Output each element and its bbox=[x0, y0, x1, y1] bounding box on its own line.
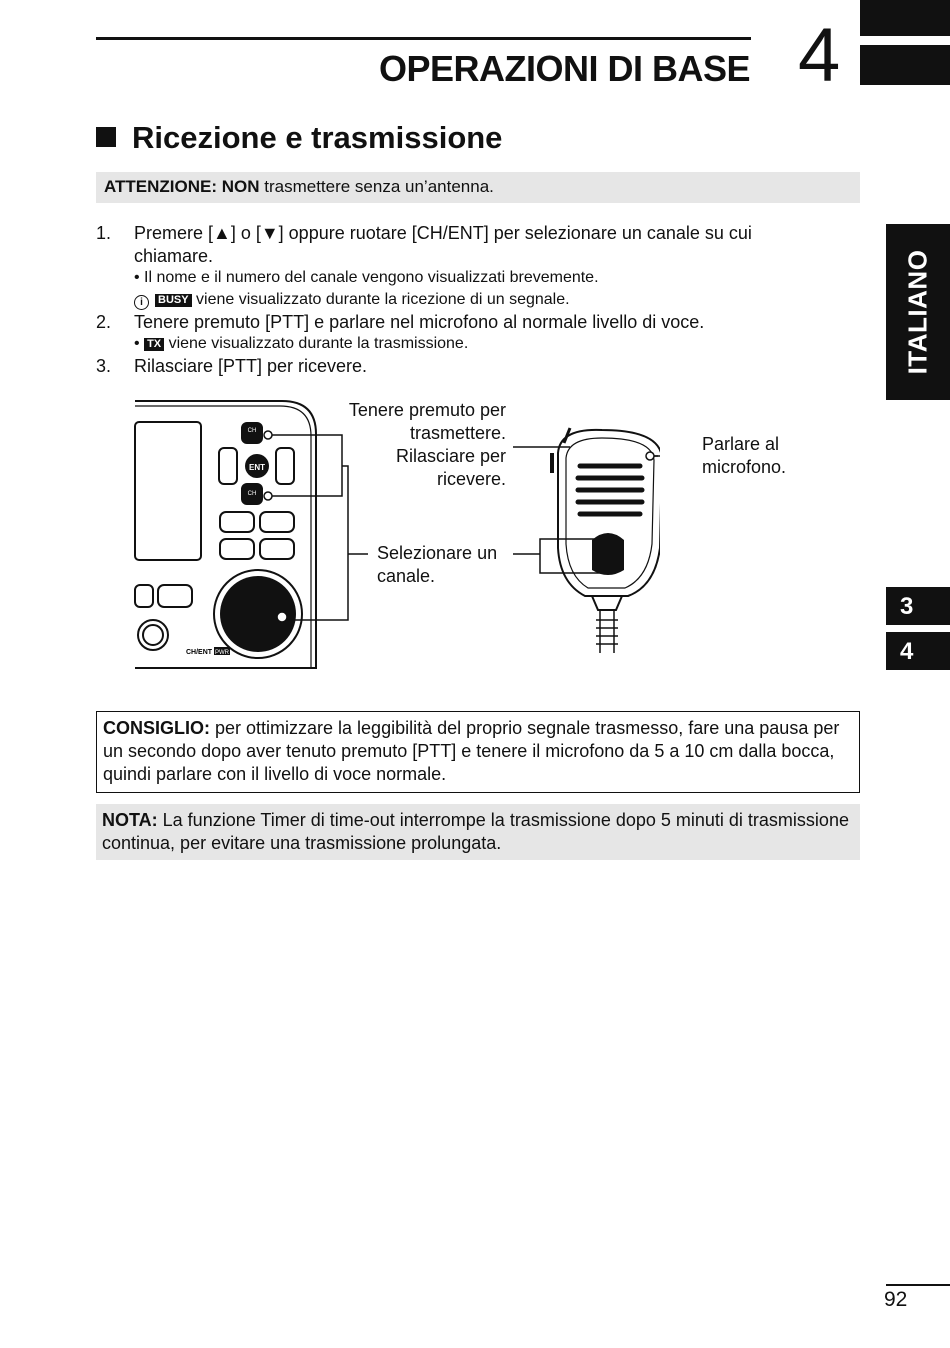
square-bullet-icon bbox=[96, 127, 116, 147]
page-number: 92 bbox=[884, 1288, 908, 1311]
mic-pointer bbox=[646, 452, 654, 460]
chapter-number: 4 bbox=[798, 13, 841, 98]
note-box bbox=[96, 804, 860, 860]
caution-band bbox=[96, 172, 860, 203]
step-1-info bbox=[134, 289, 570, 311]
ch-up-label: CH bbox=[247, 428, 257, 434]
chapter-tab-4[interactable] bbox=[886, 632, 950, 670]
busy-tag: BUSY bbox=[155, 294, 192, 307]
microphone-grille bbox=[578, 466, 642, 514]
label-hold-ptt: Tenere premuto per trasmettere. Rilasciare per ricevere. bbox=[348, 400, 506, 489]
header-bar-top bbox=[860, 0, 950, 36]
bullet: • bbox=[134, 335, 140, 352]
ch-down-label: CH bbox=[247, 491, 257, 497]
header-rule bbox=[96, 37, 751, 40]
language-tab bbox=[886, 224, 950, 400]
footer-rule bbox=[886, 1284, 950, 1286]
pwr-tag: PWR bbox=[215, 650, 229, 656]
down-button-pointer bbox=[264, 492, 272, 500]
chapter-tab-4-label: 4 bbox=[900, 638, 914, 665]
ent-button-label: ENT bbox=[249, 463, 265, 472]
caution-body: trasmettere senza un’antenna. bbox=[259, 177, 494, 196]
knob-indicator bbox=[277, 612, 287, 622]
label-select-channel: Selezionare un canale. bbox=[377, 543, 498, 586]
step-1-bullet: • Il nome e il numero del canale vengono visualizzati brevemente. bbox=[134, 269, 599, 286]
tip-label: CONSIGLIO: bbox=[103, 718, 210, 738]
up-button-pointer bbox=[264, 431, 272, 439]
step-2-text: Tenere premuto [PTT] e parlare nel microfono al normale livello di voce. bbox=[134, 312, 705, 332]
step-2-bullet bbox=[134, 333, 468, 355]
step-1-text: Premere [▲] o [▼] oppure ruotare [CH/ENT] per selezionare un canale su cui chiamare. bbox=[134, 223, 752, 266]
note-label: NOTA: bbox=[102, 810, 158, 830]
mic-channel-keys bbox=[592, 533, 624, 575]
knob-label: CH/ENT bbox=[186, 649, 213, 656]
note-text: La funzione Timer di time-out interrompe la trasmissione dopo 5 minuti di trasmissione continua, per evitare una trasmissione prolungata. bbox=[102, 810, 849, 853]
language-tab-label: ITALIANO bbox=[902, 249, 933, 375]
section-heading bbox=[96, 120, 502, 156]
tip-text: per ottimizzare la leggibilità del proprio segnale trasmesso, fare una pausa per un secondo dopo aver tenuto premuto [PTT] e tenere il microfono da 5 a 10 cm dalla bocca, quindi parlare con il livello di voce normale. bbox=[103, 718, 840, 784]
step-3-text: Rilasciare [PTT] per ricevere. bbox=[134, 356, 368, 376]
step-1-number: 1. bbox=[96, 223, 112, 243]
caution-text bbox=[104, 177, 494, 197]
chapter-tab-3-label: 3 bbox=[900, 593, 914, 620]
step-2-bullet-text: viene visualizzato durante la trasmissione. bbox=[164, 335, 469, 352]
chapter-tab-3[interactable] bbox=[886, 587, 950, 625]
caution-label: ATTENZIONE: NON bbox=[104, 177, 260, 196]
label-speak: Parlare al microfono. bbox=[702, 434, 787, 477]
tip-box bbox=[96, 711, 860, 793]
section-heading-text: Ricezione e trasmissione bbox=[132, 120, 503, 155]
header-bar-bottom bbox=[860, 45, 950, 85]
step-3-number: 3. bbox=[96, 356, 112, 376]
step-1-info-text: viene visualizzato durante la ricezione di un segnale. bbox=[191, 291, 570, 308]
chapter-title: OPERAZIONI DI BASE bbox=[378, 48, 750, 89]
step-2-number: 2. bbox=[96, 312, 112, 332]
info-icon: i bbox=[134, 295, 149, 310]
tx-tag: TX bbox=[144, 338, 164, 351]
